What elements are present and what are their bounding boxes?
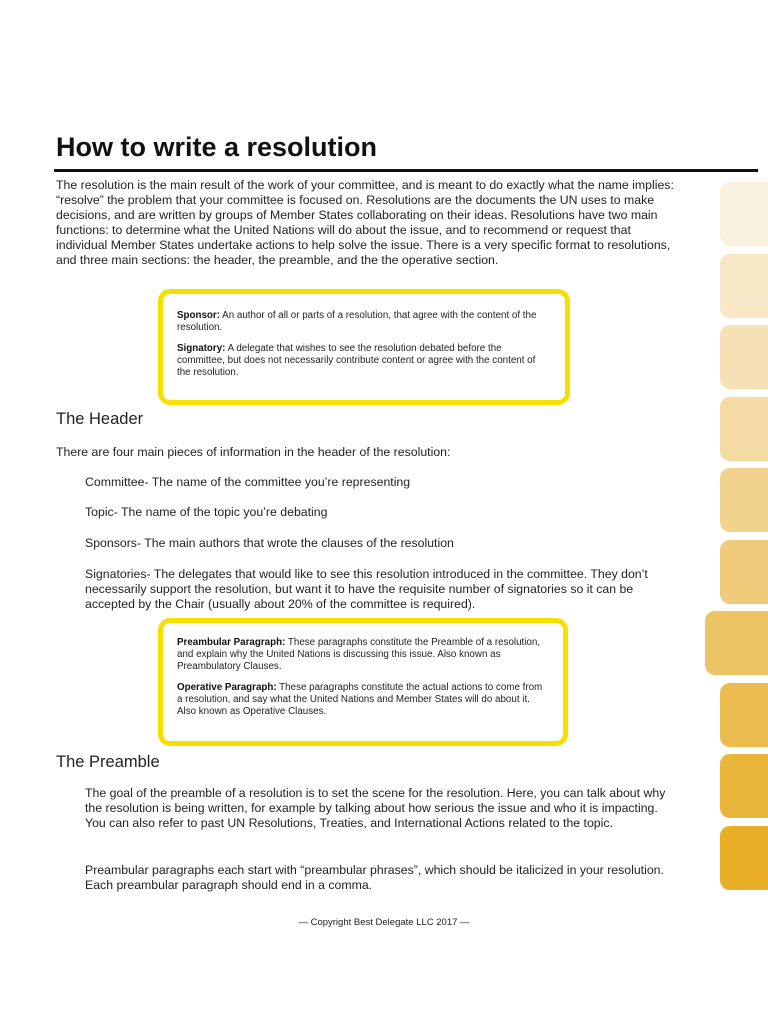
section-tab-8[interactable]: [720, 683, 768, 747]
header-item-signatories: Signatories- The delegates that would like to see this resolution introduced in the committee. They don’t necessarily support the resolution, but want it to have the requisite number of signatories so it can be accepted by the Chair (usually about 20% of the committee is required).: [85, 567, 648, 611]
section-tab-9[interactable]: [720, 754, 768, 818]
sponsor-definition: [177, 310, 551, 334]
definitions-callout-paragraph-types: [158, 618, 568, 746]
signatory-text: A delegate that wishes to see the resolution debated before the committee, but does not necessarily contribute content or agree with the content of the resolution.: [177, 343, 536, 378]
section-tab-7[interactable]: [705, 611, 768, 675]
preambular-definition: [177, 637, 549, 673]
preamble-section-heading: The Preamble: [56, 753, 160, 771]
preamble-paragraph-2: Preambular paragraphs each start with “preambular phrases”, which should be italicized in your resolution. Each preambular paragraph should end in a comma.: [85, 863, 664, 892]
header-item-topic: Topic- The name of the topic you’re debating: [85, 505, 328, 519]
preambular-term: Preambular Paragraph:: [177, 637, 286, 648]
signatory-definition: [177, 343, 551, 379]
operative-definition: [177, 682, 549, 718]
operative-text: These paragraphs constitute the actual actions to come from a resolution, and say what the United Nations and Member States will do about it. Also known as Operative Clauses.: [177, 682, 543, 717]
section-tab-5[interactable]: [720, 468, 768, 532]
sponsor-term: Sponsor:: [177, 310, 220, 321]
sponsor-text: An author of all or parts of a resolution, that agree with the content of the resolution.: [177, 310, 537, 333]
signatory-term: Signatory:: [177, 343, 226, 354]
header-item-committee: Committee- The name of the committee you’re representing: [85, 475, 411, 489]
section-tab-6[interactable]: [720, 540, 768, 604]
title-underline: [54, 169, 758, 172]
section-tab-2[interactable]: [720, 254, 768, 318]
operative-term: Operative Paragraph:: [177, 682, 277, 693]
preamble-paragraph-1: The goal of the preamble of a resolution is to set the scene for the resolution. Here, you can talk about why the resolution is being written, for example by talking about how serious the issue and who it is impacting. You can also refer to past UN Resolutions, Treaties, and International Actions related to the topic.: [85, 786, 666, 830]
section-tab-3[interactable]: [720, 325, 768, 389]
intro-paragraph: The resolution is the main result of the work of your committee, and is meant to do exactly what the name implies: “resolve” the problem that your committee is focused on. Resolutions are the documents the UN uses to make decisions, and are written by groups of Member States collaborating on their ideas. Resolutions have two main functions: to determine what the United Nations will do about the issue, and to recommend or request that individual Member States undertake actions to help solve the issue. There is a very specific format to resolutions, and three main sections: the header, the preamble, and the the operative section.: [56, 178, 674, 267]
preambular-text: These paragraphs constitute the Preamble of a resolution, and explain why the United Nations is discussing this issue. Also known as Preambulatory Clauses.: [177, 637, 541, 672]
section-tab-10[interactable]: [720, 826, 768, 890]
section-tab-1[interactable]: [720, 182, 768, 246]
header-intro-paragraph: There are four main pieces of information in the header of the resolution:: [56, 445, 451, 459]
copyright-footer: — Copyright Best Delegate LLC 2017 —: [298, 917, 470, 928]
section-tab-4[interactable]: [720, 397, 768, 461]
page-title: How to write a resolution: [56, 132, 378, 162]
header-item-sponsors: Sponsors- The main authors that wrote the clauses of the resolution: [85, 536, 454, 550]
definitions-callout-sponsor-signatory: [158, 289, 570, 405]
header-section-heading: The Header: [56, 410, 144, 428]
